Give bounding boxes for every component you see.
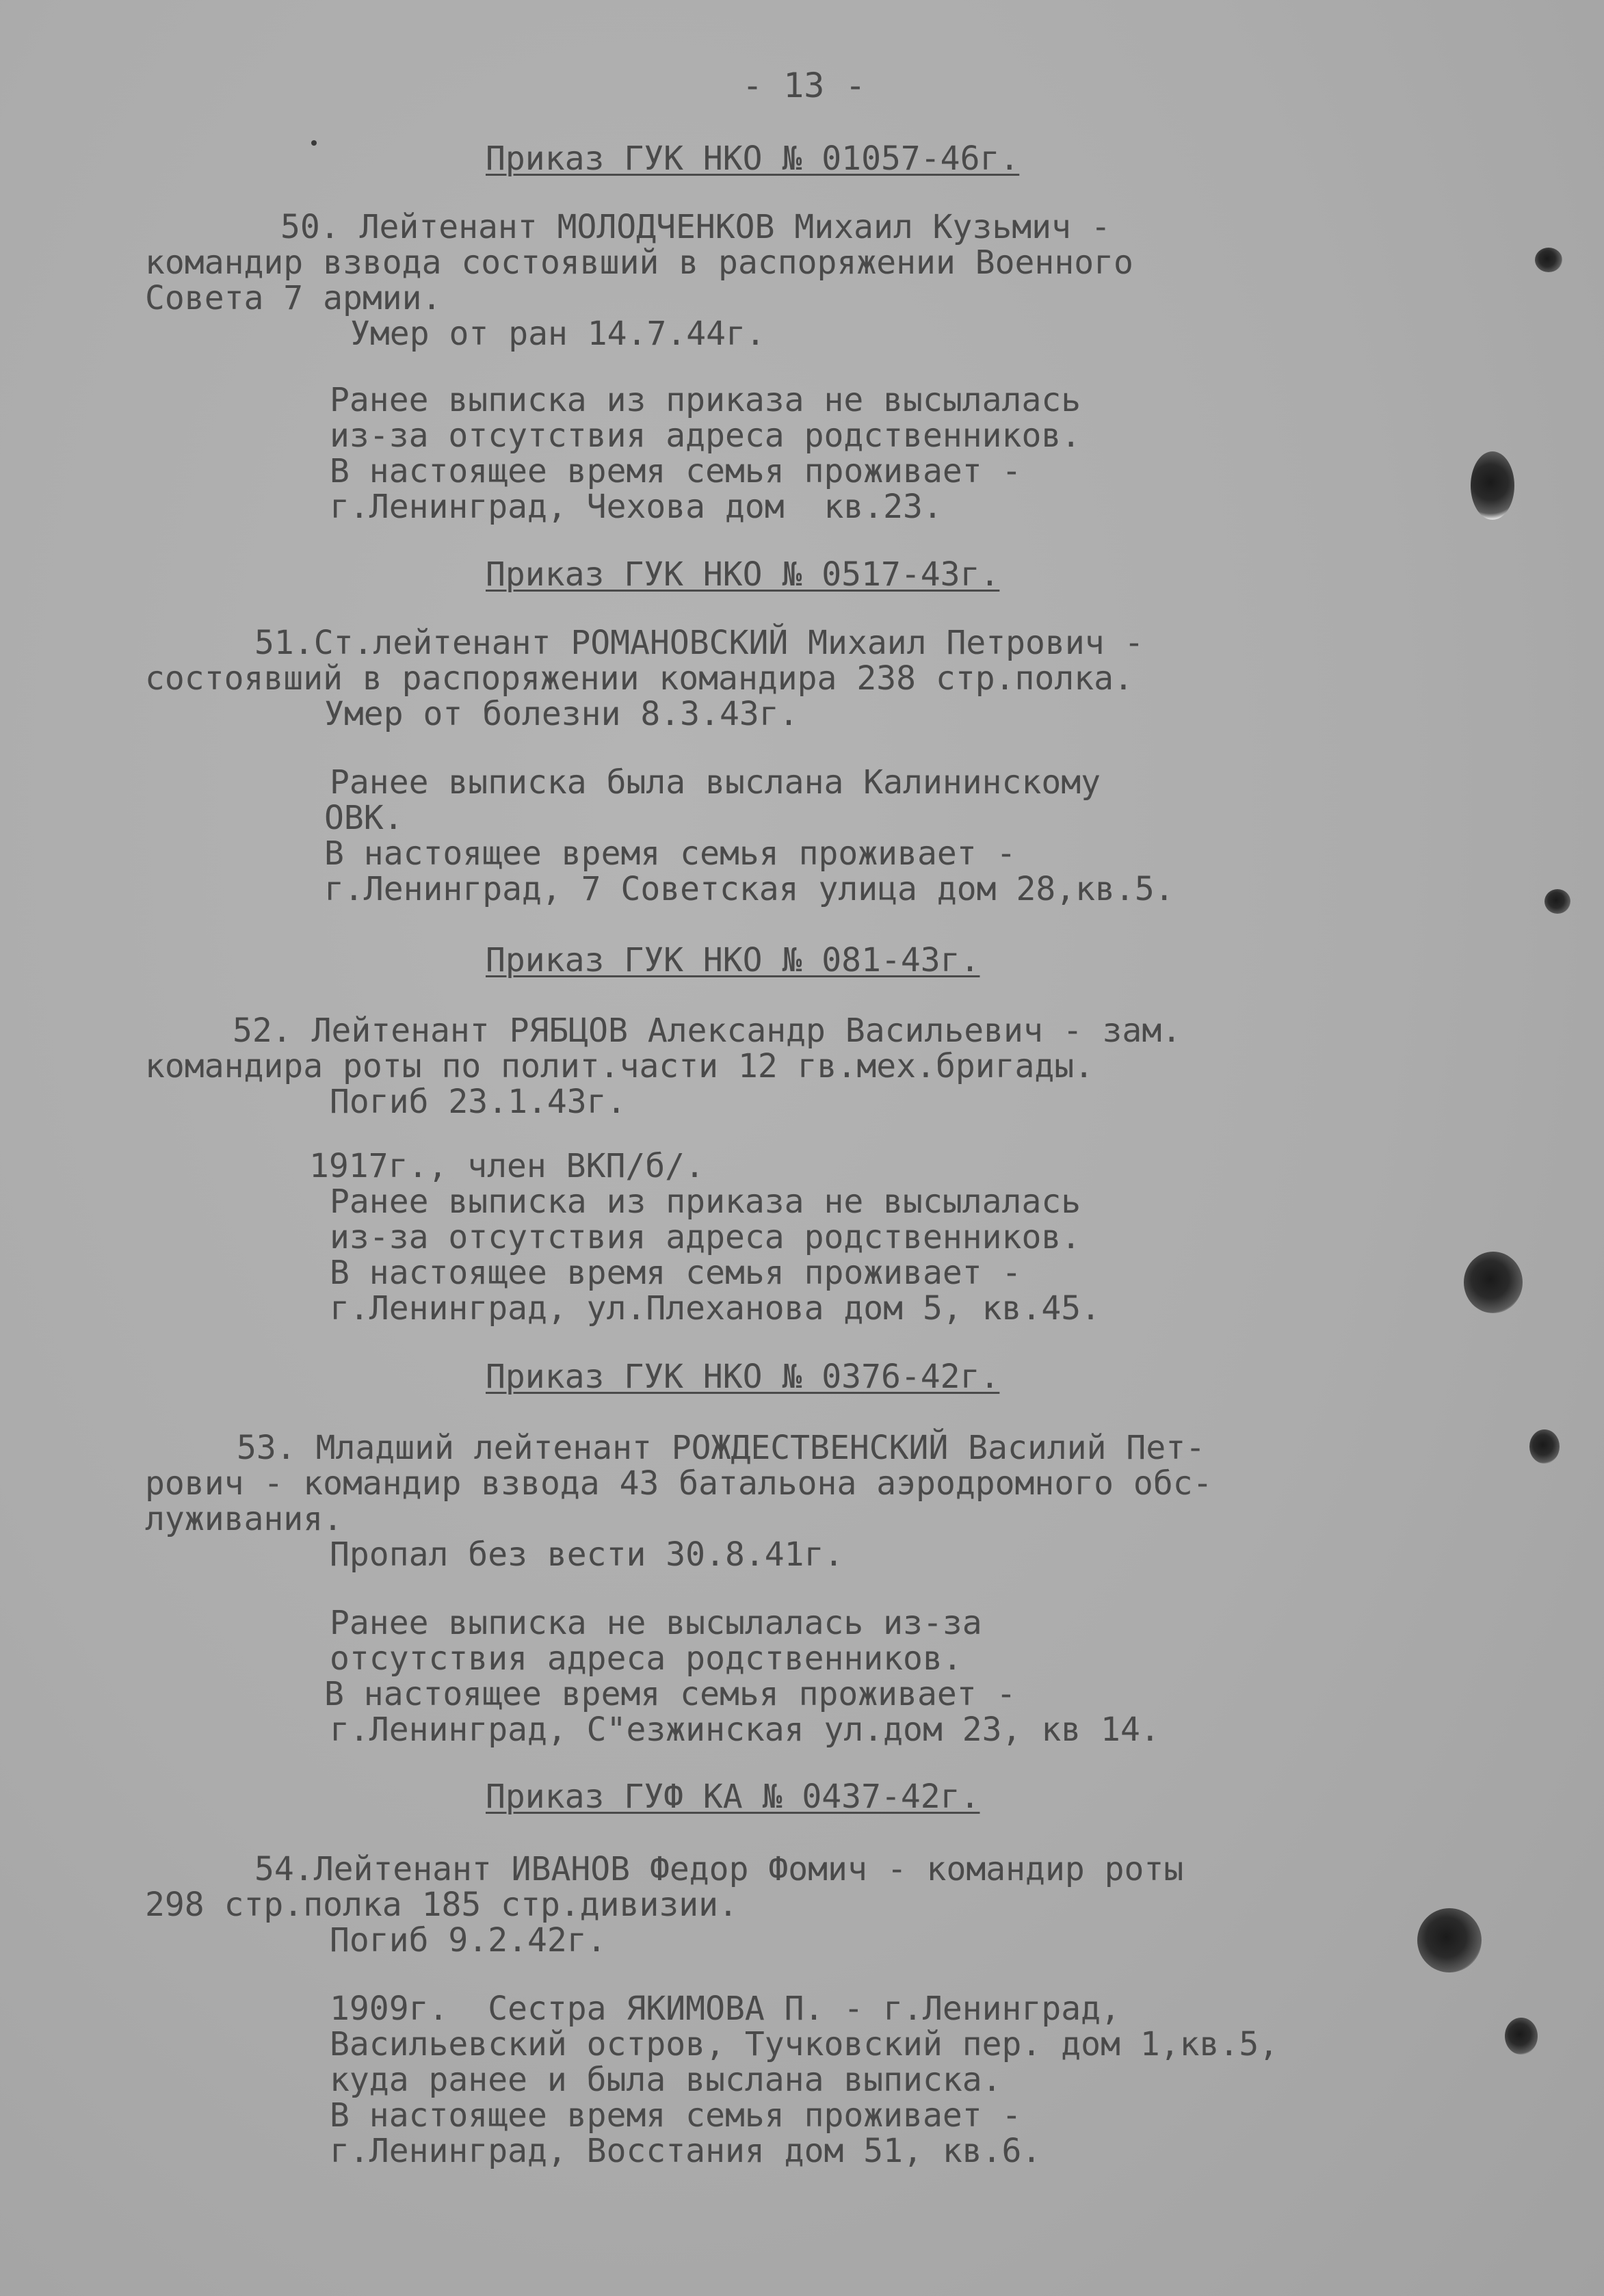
order-heading: Приказ ГУК НКО № 01057-46г. [486,140,1020,178]
entry-text: Васильевский остров, Тучковский пер. дом 1,кв.5, [330,2025,1279,2063]
punch-hole [1505,2018,1538,2055]
entry-text: г.Ленинград, Чехова дом кв.23. [330,488,943,526]
entry-text: Умер от ран 14.7.44г. [350,315,765,353]
entry-text: Ранее выписка из приказа не высылалась [330,381,1081,419]
entry-text: 298 стр.полка 185 стр.дивизии. [145,1886,738,1924]
order-heading: Приказ ГУК НКО № 0517-43г. [486,555,1000,594]
entry-text: Совета 7 армии. [145,279,442,317]
entry-text: 1917г., член ВКП/б/. [309,1147,705,1185]
entry-text: В настоящее время семья проживает - [330,1254,1022,1292]
entry-text: г.Ленинград, 7 Советская улица дом 28,кв.5. [324,870,1174,908]
punch-hole [1464,1252,1523,1313]
entry-text: г.Ленинград, ул.Плеханова дом 5, кв.45. [330,1289,1101,1328]
order-heading: Приказ ГУК НКО № 081-43г. [486,941,980,979]
ink-speck [311,140,317,146]
entry-text: Пропал без вести 30.8.41г. [330,1535,844,1574]
page-number: - 13 - [742,66,866,105]
punch-hole [1417,1908,1482,1972]
entry-text: командира роты по полит.части 12 гв.мех.бригады. [145,1047,1094,1085]
entry-text: рович - командир взвода 43 батальона аэродромного обс- [145,1464,1213,1503]
entry-text: Ранее выписка не высылалась из-за [330,1604,982,1642]
entry-text: В настоящее время семья проживает - [330,452,1022,490]
entry-text: Погиб 9.2.42г. [330,1921,607,1959]
entry-text: г.Ленинград, С"езжинская ул.дом 23, кв 14. [330,1711,1160,1749]
entry-text: командир взвода состоявший в распоряжении Военного [145,243,1133,282]
entry-text: куда ранее и была выслана выписка. [330,2061,1002,2099]
entry-text: Ранее выписка из приказа не высылалась [330,1183,1081,1221]
entry-text: состоявший в распоряжении командира 238 стр.полка. [145,659,1133,698]
entry-text: 51.Ст.лейтенант РОМАНОВСКИЙ Михаил Петрович - [254,624,1144,662]
entry-text: Ранее выписка была выслана Калининскому [330,763,1101,802]
punch-hole [1535,248,1562,272]
entry-text: Погиб 23.1.43г. [330,1083,627,1121]
entry-text: 1909г. Сестра ЯКИМОВА П. - г.Ленинград, [330,1990,1120,2028]
entry-text: В настоящее время семья проживает - [324,834,1016,873]
entry-text: ОВК. [324,799,404,837]
entry-text: В настоящее время семья проживает - [330,2096,1022,2135]
entry-text: 52. Лейтенант РЯБЦОВ Александр Васильевич - зам. [233,1012,1182,1050]
entry-text: Умер от болезни 8.3.43г. [324,695,799,733]
entry-text: 54.Лейтенант ИВАНОВ Федор Фомич - командир роты [254,1850,1184,1888]
entry-text: 53. Младший лейтенант РОЖДЕСТВЕНСКИЙ Василий Пет- [237,1429,1206,1467]
entry-text: 50. Лейтенант МОЛОДЧЕНКОВ Михаил Кузьмич - [280,208,1111,246]
entry-text: из-за отсутствия адреса родственников. [330,1218,1081,1256]
punch-hole [1471,451,1514,520]
punch-hole [1529,1429,1560,1464]
order-heading: Приказ ГУК НКО № 0376-42г. [486,1358,1000,1396]
entry-text: г.Ленинград, Восстания дом 51, кв.6. [330,2132,1042,2170]
entry-text: отсутствия адреса родственников. [330,1639,962,1678]
punch-hole [1544,889,1570,914]
entry-text: из-за отсутствия адреса родственников. [330,417,1081,455]
order-heading: Приказ ГУФ КА № 0437-42г. [486,1778,980,1816]
entry-text: В настоящее время семья проживает - [324,1675,1016,1713]
entry-text: луживания. [145,1500,343,1538]
